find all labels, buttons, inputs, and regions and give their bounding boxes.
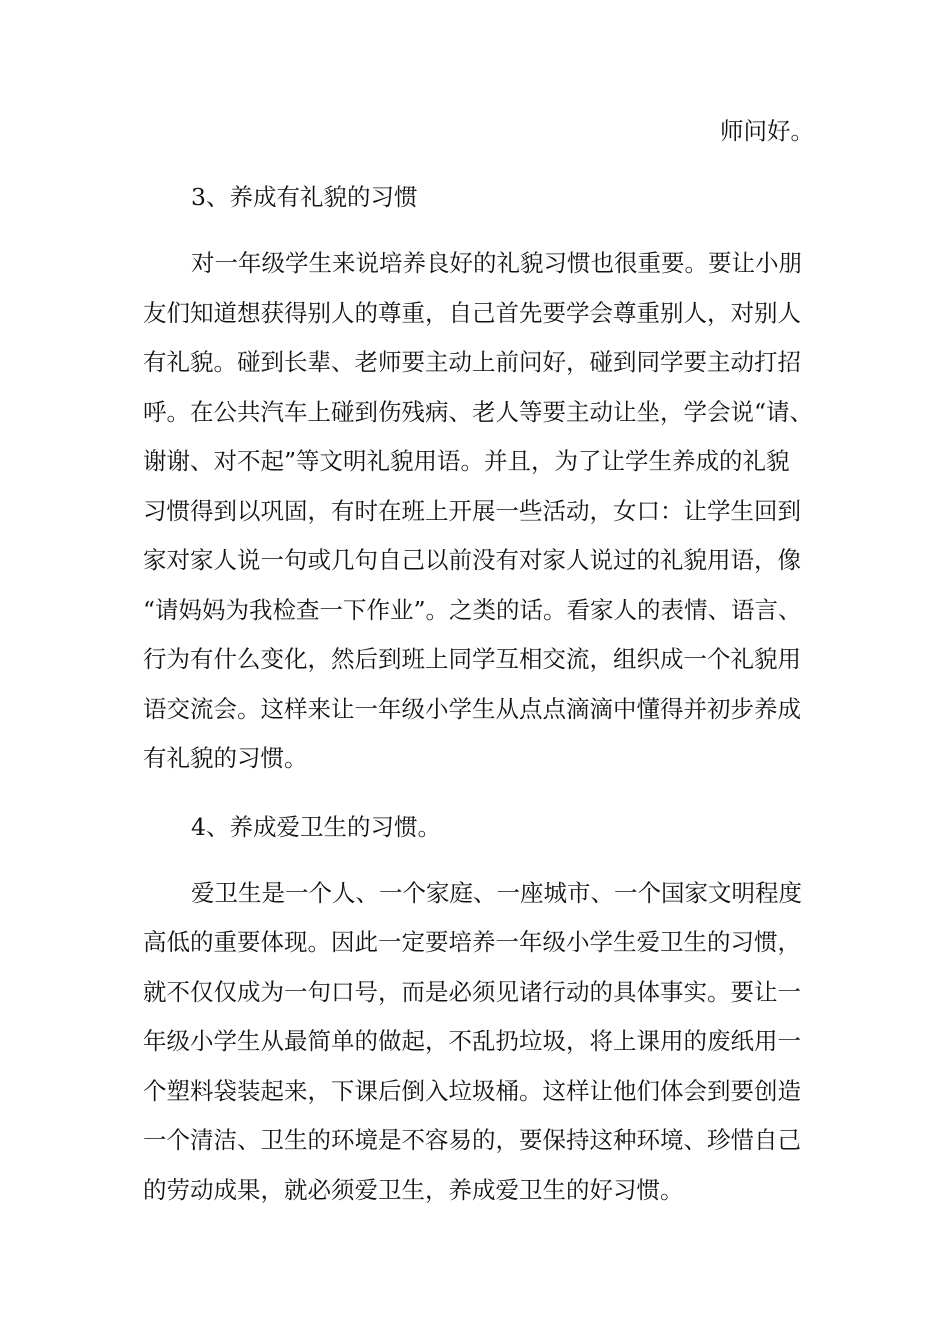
- paragraph-line: 一个清洁、卫生的环境是不容易的，要保持这种环境、珍惜自己: [143, 1126, 801, 1154]
- continuation-text: 师问好。: [720, 117, 814, 145]
- paragraph-line: 高低的重要体现。因此一定要培养一年级小学生爱卫生的习惯，: [143, 928, 801, 956]
- paragraph-line: 谢谢、对不起”等文明礼貌用语。并且，为了让学生养成的礼貌: [143, 447, 790, 475]
- section-4-heading: 4、养成爱卫生的习惯。: [191, 813, 441, 841]
- paragraph-line: 有礼貌的习惯。: [143, 744, 308, 772]
- paragraph-line: 年级小学生从最简单的做起，不乱扔垃圾，将上课用的废纸用一: [143, 1027, 801, 1055]
- paragraph-line: 语交流会。这样来让一年级小学生从点点滴滴中懂得并初步养成: [143, 695, 801, 723]
- paragraph-line: 习惯得到以巩固，有时在班上开展一些活动，女口：让学生回到: [143, 497, 801, 525]
- paragraph-line: 的劳动成果，就必须爱卫生，养成爱卫生的好习惯。: [143, 1176, 684, 1204]
- paragraph-line: 呼。在公共汽车上碰到伤残病、老人等要主动让坐，学会说“请、: [143, 398, 814, 426]
- paragraph-line: 爱卫生是一个人、一个家庭、一座城市、一个国家文明程度: [191, 879, 802, 907]
- paragraph-line: 友们知道想获得别人的尊重，自己首先要学会尊重别人，对别人: [143, 299, 801, 327]
- paragraph-line: 个塑料袋装起来，下课后倒入垃圾桶。这样让他们体会到要创造: [143, 1077, 801, 1105]
- paragraph-line: 对一年级学生来说培养良好的礼貌习惯也很重要。要让小朋: [191, 249, 802, 277]
- paragraph-line: 行为有什么变化，然后到班上同学互相交流，组织成一个礼貌用: [143, 645, 801, 673]
- section-3-heading: 3、养成有礼貌的习惯: [191, 183, 418, 211]
- paragraph-line: “请妈妈为我检查一下作业”。之类的话。看家人的表情、语言、: [143, 596, 802, 624]
- paragraph-line: 就不仅仅成为一句口号，而是必须见诸行动的具体事实。要让一: [143, 978, 801, 1006]
- paragraph-line: 家对家人说一句或几句自己以前没有对家人说过的礼貌用语，像: [143, 546, 801, 574]
- paragraph-line: 有礼貌。碰到长辈、老师要主动上前问好，碰到同学要主动打招: [143, 348, 801, 376]
